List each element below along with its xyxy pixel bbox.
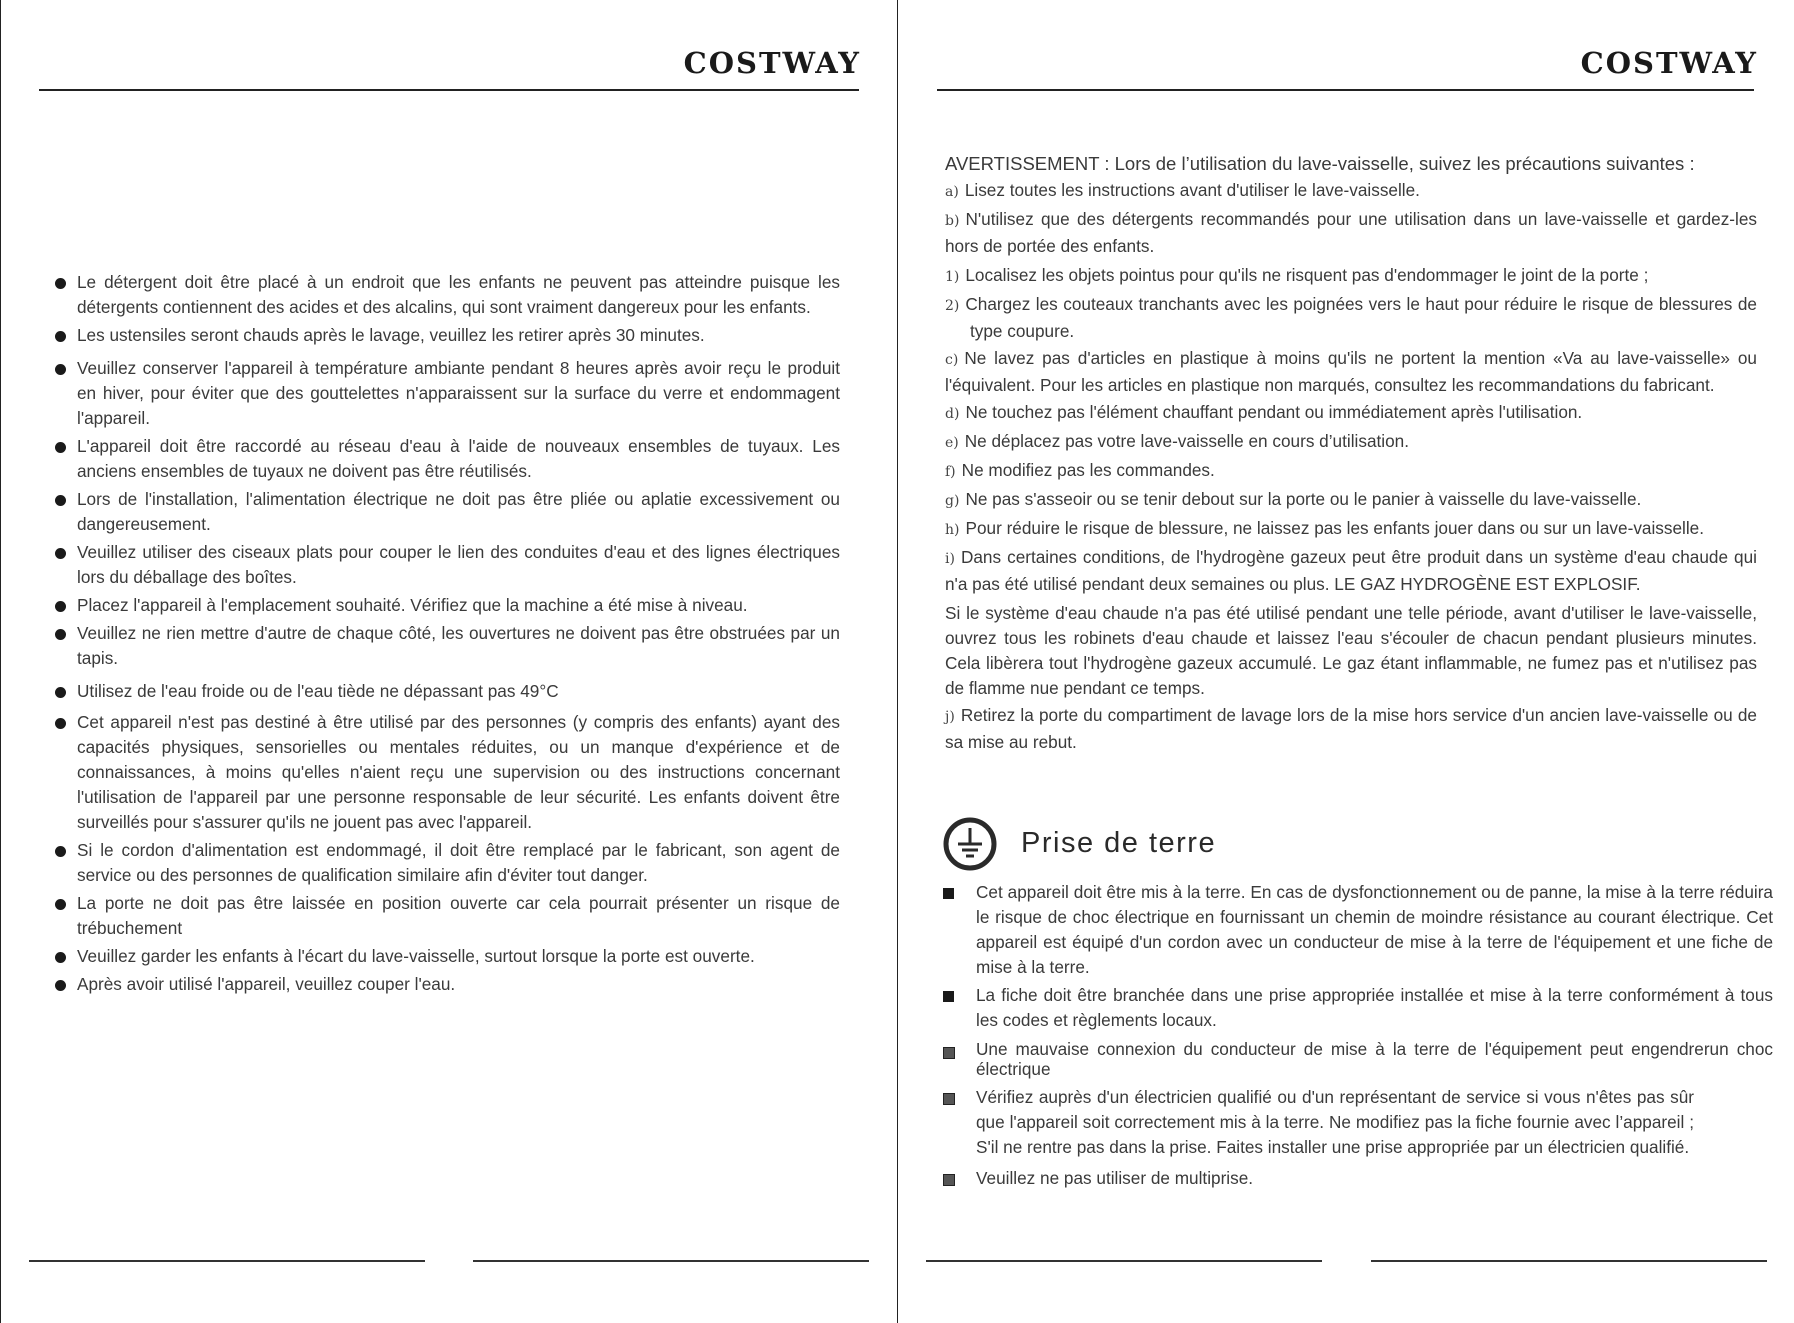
precaution-f: f) Ne modifiez pas les commandes. (945, 460, 1215, 480)
ground-section-header (943, 817, 1763, 877)
precaution-2: 2) Chargez les couteaux tranchants avec les poignées vers le haut pour réduire le risque de blessures de type coupure. (945, 294, 1757, 341)
bullet-icon (55, 687, 66, 698)
bullet-icon (55, 718, 66, 729)
precaution-i: i) Dans certaines conditions, de l'hydrogène gazeux peut être produit dans un système d'eau chaude qui n'a pas été utilisé pendant deux semaines ou plus. LE GAZ HYDROGÈNE EST EXPLOSIF. (945, 547, 1757, 594)
warning-title: AVERTISSEMENT : Lors de l’utilisation du lave-vaisselle, suivez les précautions suivantes : (945, 153, 1695, 174)
precaution-e: e) Ne déplacez pas votre lave-vaisselle en cours d’utilisation. (945, 431, 1409, 451)
precaution-b: b) N'utilisez que des détergents recommandés pour une utilisation dans un lave-vaisselle et gardez-les hors de portée des enfants. (945, 209, 1757, 256)
list-item: Veuillez ne pas utiliser de multiprise. (943, 1166, 1773, 1191)
square-bullet-icon (943, 1047, 955, 1059)
ground-list (943, 880, 1773, 1194)
list-item: La fiche doit être branchée dans une prise appropriée installée et mise à la terre conformément à tous les codes et règlements locaux. (943, 983, 1773, 1033)
list-item: Placez l'appareil à l'emplacement souhaité. Vérifiez que la machine a été mise à niveau. (50, 593, 840, 618)
bullet-icon (55, 278, 66, 289)
bullet-icon (55, 980, 66, 991)
bullet-icon (55, 601, 66, 612)
brand-logo: COSTWAY (1580, 46, 1758, 80)
square-bullet-icon (943, 1174, 955, 1186)
list-item: Cet appareil doit être mis à la terre. En cas de dysfonctionnement ou de panne, la mise à la terre réduira le risque de choc électrique en fournissant un chemin de moindre résistance au courant électrique. Cet appareil est équipé d'un cordon avec un conducteur de mise à la terre de l'équipement et une fiche de mise à la terre. (943, 880, 1773, 980)
list-item: Vérifiez auprès d'un électricien qualifié ou d'un représentant de service si vous n'êtes pas sûr que l'appareil soit correctement mis à la terre. Ne modifiez pas la fiche fournie avec l’appareil ; S'il ne rentre pas dans la prise. Faites installer une prise appropriée par un électricien qualifié. (943, 1085, 1694, 1160)
square-bullet-icon (943, 991, 954, 1002)
precaution-1: 1) Localisez les objets pointus pour qu'ils ne risquent pas d'endommager le joint de la porte ; (945, 265, 1649, 285)
precaution-d: d) Ne touchez pas l'élément chauffant pendant ou immédiatement après l'utilisation. (945, 402, 1583, 422)
precaution-a: a) Lisez toutes les instructions avant d'utiliser le lave-vaisselle. (945, 180, 1420, 200)
header-rule (39, 89, 859, 91)
list-item: La porte ne doit pas être laissée en position ouverte car cela pourrait présenter un risque de trébuchement (50, 891, 840, 941)
footer-rule-right (473, 1260, 869, 1262)
ground-title: Prise de terre (1021, 827, 1217, 859)
header-rule (937, 89, 1754, 91)
bullet-icon (55, 899, 66, 910)
bullet-icon (55, 548, 66, 559)
square-bullet-icon (943, 888, 954, 899)
list-item: Veuillez utiliser des ciseaux plats pour couper le lien des conduites d'eau et des lignes électriques lors du déballage des boîtes. (50, 540, 840, 590)
bullet-icon (55, 442, 66, 453)
list-item: Cet appareil n'est pas destiné à être utilisé par des personnes (y compris des enfants) ayant des capacités physiques, sensorielles ou mentales réduites, ou un manque d'expérience et de connaissances, à moins qu'elles n'aient reçu une supervision ou des instructions concernant l'utilisation de l'appareil par une personne responsable de leur sécurité. Les enfants doivent être surveillés pour s'assurer qu'ils ne jouent pas avec l'appareil. (50, 710, 840, 835)
precaution-c: c) Ne lavez pas d'articles en plastique à moins qu'ils ne portent la mention «Va au lave-vaisselle» ou l'équivalent. Pour les articles en plastique non marqués, consultez les recommandations du fabricant. (945, 348, 1757, 395)
list-item: L'appareil doit être raccordé au réseau d'eau à l'aide de nouveaux ensembles de tuyaux. Les anciens ensembles de tuyaux ne doivent pas être réutilisés. (50, 434, 840, 484)
precaution-g: g) Ne pas s'asseoir ou se tenir debout sur la porte ou le panier à vaisselle du lave-vaisselle. (945, 489, 1642, 509)
bullet-icon (55, 629, 66, 640)
list-item: Veuillez ne rien mettre d'autre de chaque côté, les ouvertures ne doivent pas être obstruées par un tapis. (50, 621, 840, 671)
list-item: Veuillez conserver l'appareil à température ambiante pendant 8 heures après avoir reçu le produit en hiver, pour éviter que des gouttelettes n'apparaissent sur la surface du verre et endommagent l'appareil. (50, 356, 840, 431)
bullet-icon (55, 846, 66, 857)
bullet-icon (55, 331, 66, 342)
square-bullet-icon (943, 1093, 955, 1105)
list-item: Les ustensiles seront chauds après le lavage, veuillez les retirer après 30 minutes. (50, 323, 840, 348)
warning-section (945, 151, 1757, 757)
precaution-j: j) Retirez la porte du compartiment de lavage lors de la mise hors service d'un ancien lave-vaisselle ou de sa mise au rebut. (945, 705, 1757, 752)
precaution-h: h) Pour réduire le risque de blessure, ne laissez pas les enfants jouer dans ou sur un lave-vaisselle. (945, 518, 1705, 538)
list-item: Après avoir utilisé l'appareil, veuillez couper l'eau. (50, 972, 840, 997)
safety-list (50, 270, 840, 1000)
bullet-icon (55, 495, 66, 506)
precaution-i-continued: Si le système d'eau chaude n'a pas été utilisé pendant une telle période, avant d'utiliser le lave-vaisselle, ouvrez tous les robinets d'eau chaude et laissez l'eau s'écouler de chacun pendant plusieurs minutes. Cela libèrera tout l'hydrogène gazeux accumulé. Le gaz étant inflammable, ne fumez pas et n'utilisez pas de flamme nue pendant ce temps. (945, 603, 1757, 698)
earth-ground-icon (943, 817, 997, 871)
footer-rule-left (29, 1260, 425, 1262)
list-item: Veuillez garder les enfants à l'écart du lave-vaisselle, surtout lorsque la porte est ouverte. (50, 944, 840, 969)
bullet-icon (55, 952, 66, 963)
list-item: Lors de l'installation, l'alimentation électrique ne doit pas être pliée ou aplatie excessivement ou dangereusement. (50, 487, 840, 537)
footer-rule-right (1371, 1260, 1767, 1262)
right-page (897, 0, 1794, 1323)
list-item: Une mauvaise connexion du conducteur de mise à la terre de l'équipement peut engendrerun choc électrique (943, 1039, 1773, 1079)
list-item: Utilisez de l'eau froide ou de l'eau tiède ne dépassant pas 49°C (50, 679, 840, 704)
brand-logo: COSTWAY (683, 46, 861, 80)
footer-rule-left (926, 1260, 1322, 1262)
list-item: Le détergent doit être placé à un endroit que les enfants ne peuvent pas atteindre puisque les détergents contiennent des acides et des alcalins, qui sont vraiment dangereux pour les enfants. (50, 270, 840, 320)
bullet-icon (55, 364, 66, 375)
list-item: Si le cordon d'alimentation est endommagé, il doit être remplacé par le fabricant, son agent de service ou des personnes de qualification similaire afin d'éviter tout danger. (50, 838, 840, 888)
